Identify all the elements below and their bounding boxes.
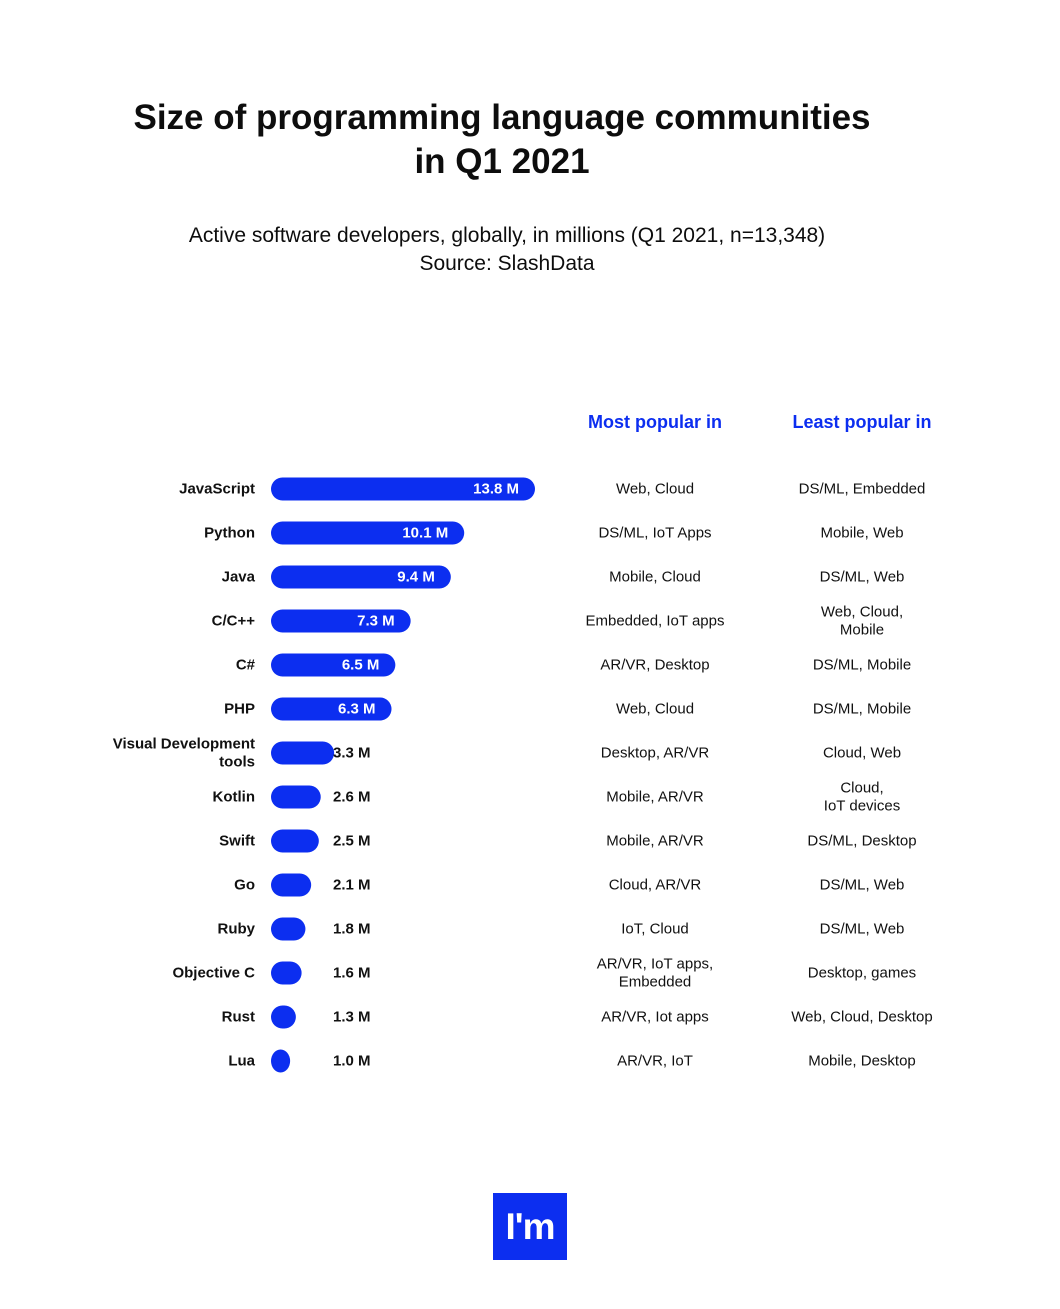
most-popular-cell-line: DS/ML, IoT Apps: [598, 524, 712, 542]
least-popular-cell-line: DS/ML, Web: [819, 568, 905, 586]
least-popular-cell-line: Web, Cloud,: [820, 603, 904, 621]
most-popular-header: Most popular in: [588, 412, 722, 432]
bar-value-label: 9.4 M: [397, 568, 435, 586]
least-popular-cell: [799, 481, 926, 498]
category-label: [218, 921, 256, 938]
category-label: [222, 1009, 255, 1026]
least-popular-cell: [791, 1009, 932, 1026]
least-popular-cell: [820, 921, 905, 938]
category-label: [113, 736, 255, 771]
most-popular-cell: [601, 745, 710, 762]
category-label-line: Rust: [221, 1008, 255, 1026]
category-label-line: Objective C: [172, 964, 255, 982]
bar-value-label: 3.3 M: [333, 744, 371, 762]
bar: [271, 918, 305, 941]
most-popular-cell-line: Mobile, AR/VR: [606, 832, 704, 850]
bar-value-label: 6.3 M: [338, 700, 376, 718]
least-popular-cell-line: Cloud,: [840, 779, 884, 797]
title-line-2: in Q1 2021: [414, 142, 590, 181]
brand-logo: I'm: [493, 1193, 567, 1260]
least-popular-cell-line: Mobile: [839, 621, 885, 639]
category-label-line: Swift: [219, 832, 255, 850]
most-popular-cell: [601, 1009, 709, 1026]
category-label: [172, 965, 255, 982]
most-popular-cell-line: IoT, Cloud: [621, 920, 689, 938]
category-label-line: Lua: [228, 1052, 255, 1070]
category-label-line: Kotlin: [212, 788, 255, 806]
most-popular-cell-line: Mobile, Cloud: [609, 568, 701, 586]
least-popular-cell-line: DS/ML, Web: [819, 876, 905, 894]
bar-value-label: 13.8 M: [473, 480, 519, 498]
most-popular-cell-line: Embedded: [618, 973, 692, 991]
least-popular-cell: [820, 525, 903, 542]
category-label: [228, 1053, 255, 1070]
most-popular-cell-line: AR/VR, IoT apps,: [596, 955, 714, 973]
most-popular-cell: [609, 877, 702, 894]
bar-value-label: 2.6 M: [333, 788, 371, 806]
category-label: [224, 701, 255, 718]
bar: [271, 962, 302, 985]
most-popular-cell-line: Web, Cloud: [615, 480, 695, 498]
bar-value-label: 1.0 M: [333, 1052, 371, 1070]
category-label-line: Visual Development: [112, 735, 255, 753]
most-popular-cell: [586, 613, 725, 630]
bar: [271, 742, 334, 765]
most-popular-cell: [597, 956, 713, 991]
bar-value-label: 1.3 M: [333, 1008, 371, 1026]
bar-value-label: 2.5 M: [333, 832, 371, 850]
category-label: [213, 789, 256, 806]
most-popular-cell-line: Embedded, IoT apps: [585, 612, 725, 630]
category-label-line: Ruby: [217, 920, 255, 938]
bar: [271, 830, 319, 853]
category-label: [204, 525, 255, 542]
least-popular-cell-line: Cloud, Web: [822, 744, 902, 762]
most-popular-cell: [617, 1053, 693, 1070]
least-popular-cell-line: DS/ML, Web: [819, 920, 905, 938]
least-popular-cell-line: DS/ML, Embedded: [798, 480, 926, 498]
least-popular-cell-line: Mobile, Web: [820, 524, 904, 542]
most-popular-cell: [609, 569, 701, 586]
category-label: [179, 481, 255, 498]
category-label-line: Java: [221, 568, 255, 586]
least-popular-cell: [813, 701, 911, 718]
least-popular-cell-line: Web, Cloud, Desktop: [791, 1008, 933, 1026]
most-popular-cell: [606, 833, 704, 850]
category-label: [234, 877, 255, 894]
least-popular-cell-line: DS/ML, Mobile: [812, 700, 912, 718]
least-popular-cell-line: Mobile, Desktop: [808, 1052, 916, 1070]
most-popular-cell-line: Mobile, AR/VR: [606, 788, 704, 806]
least-popular-cell: [824, 780, 900, 815]
least-popular-header: Least popular in: [792, 412, 932, 432]
least-popular-cell: [807, 833, 916, 850]
bar: [271, 786, 321, 809]
category-label-line: C#: [235, 656, 255, 674]
most-popular-cell: [600, 657, 709, 674]
most-popular-cell: [606, 789, 704, 806]
least-popular-cell-line: IoT devices: [823, 797, 901, 815]
category-label: [236, 657, 256, 674]
title-line-1: Size of programming language communities: [133, 98, 871, 137]
bar-value-label: 1.6 M: [333, 964, 371, 982]
most-popular-cell-line: Desktop, AR/VR: [600, 744, 710, 762]
category-label: [212, 613, 256, 630]
least-popular-cell-line: DS/ML, Mobile: [812, 656, 912, 674]
bar: [271, 1006, 296, 1029]
bar-value-label: 1.8 M: [333, 920, 371, 938]
least-popular-cell-line: Desktop, games: [807, 964, 917, 982]
bar-value-label: 7.3 M: [357, 612, 395, 630]
least-popular-cell: [820, 569, 905, 586]
least-popular-cell-line: DS/ML, Desktop: [807, 832, 917, 850]
least-popular-cell: [823, 745, 901, 762]
most-popular-cell-line: Web, Cloud: [615, 700, 695, 718]
bar: [271, 1050, 290, 1073]
most-popular-cell-line: Cloud, AR/VR: [608, 876, 702, 894]
category-label-line: Python: [204, 524, 255, 542]
subtitle-source: Source: SlashData: [419, 252, 595, 275]
most-popular-cell: [616, 481, 694, 498]
category-label-line: JavaScript: [179, 480, 255, 498]
category-label: [219, 833, 255, 850]
most-popular-cell-line: AR/VR, IoT: [617, 1052, 693, 1070]
most-popular-cell: [621, 921, 689, 938]
category-label-line: PHP: [224, 700, 255, 718]
least-popular-cell: [808, 1053, 916, 1070]
bar: [271, 874, 311, 897]
category-label-line: C/C++: [211, 612, 255, 630]
subtitle-line-1: Active software developers, globally, in millions (Q1 2021, n=13,348): [188, 224, 826, 247]
category-label-line: tools: [219, 753, 255, 771]
least-popular-cell: [808, 965, 916, 982]
least-popular-cell: [813, 657, 911, 674]
most-popular-cell: [616, 701, 694, 718]
bar-value-label: 2.1 M: [333, 876, 371, 894]
category-label: [222, 569, 256, 586]
bar-value-label: 6.5 M: [341, 656, 380, 674]
least-popular-cell: [821, 604, 903, 639]
bar-value-label: 10.1 M: [402, 524, 449, 542]
least-popular-cell: [820, 877, 905, 894]
most-popular-cell-line: AR/VR, Desktop: [600, 656, 710, 674]
most-popular-cell-line: AR/VR, Iot apps: [601, 1008, 709, 1026]
category-label-line: Go: [234, 876, 255, 894]
most-popular-cell: [598, 525, 711, 542]
